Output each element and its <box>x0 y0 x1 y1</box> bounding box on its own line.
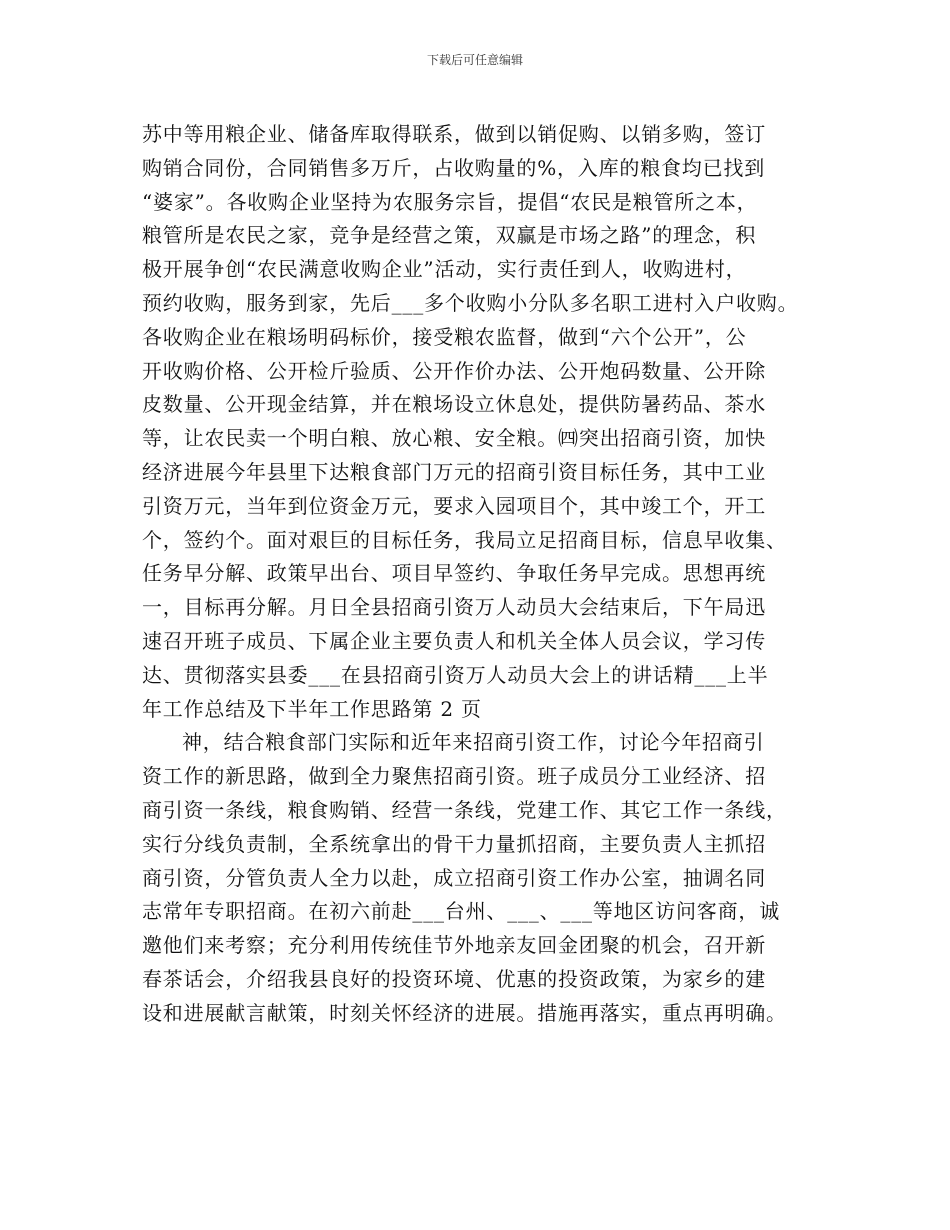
text-line: 引资万元，当年到位资金万元，要求入园项目个，其中竣工个，开工 <box>142 493 766 518</box>
text-line: 经济进展今年县里下达粮食部门万元的招商引资目标任务，其中工业 <box>142 459 766 484</box>
page-header: 下载后可任意编辑 <box>426 53 523 67</box>
text-line: 粮管所是农民之家，竞争是经营之策，双赢是市场之路”的理念，积 <box>142 223 757 248</box>
text-line: 速召开班子成员、下属企业主要负责人和机关全体人员会议，学习传 <box>142 628 766 653</box>
text-line: 任务早分解、政策早出台、项目早签约、争取任务早完成。思想再统 <box>142 561 766 586</box>
text-line: 设和进展献言献策，时刻关怀经济的进展。措施再落实，重点再明确。 <box>142 1000 787 1025</box>
text-line: 神，结合粮食部门实际和近年来招商引资工作，讨论今年招商引 <box>182 730 765 755</box>
text-line: 预约收购，服务到家，先后___多个收购小分队多名职工进村入户收购。 <box>142 290 799 315</box>
text-line: 资工作的新思路，做到全力聚焦招商引资。班子成员分工业经济、招 <box>142 764 766 789</box>
text-line: 邀他们来考察；充分利用传统佳节外地亲友回金团聚的机会，召开新 <box>142 933 766 958</box>
document-body <box>142 118 832 1031</box>
paragraph <box>142 726 832 1030</box>
text-line: 一，目标再分解。月日全县招商引资万人动员大会结束后，下午局迅 <box>142 595 766 620</box>
text-line: 皮数量、公开现金结算，并在粮场设立休息处，提供防暑药品、茶水 <box>142 392 766 417</box>
text-line: “婆家”。各收购企业坚持为农服务宗旨，提倡“农民是粮管所之本， <box>142 189 758 214</box>
text-line: 极开展争创“农民满意收购企业”活动，实行责任到人，收购进村， <box>142 257 747 282</box>
text-line: 商引资，分管负责人全力以赴，成立招商引资工作办公室，抽调名同 <box>142 865 766 890</box>
text-line: 苏中等用粮企业、储备库取得联系，做到以销促购、以销多购，签订 <box>142 122 766 146</box>
text-line: 年工作总结及下半年工作思路第 2 页 <box>142 696 482 721</box>
text-line: 春茶话会，介绍我县良好的投资环境、优惠的投资政策，为家乡的建 <box>142 966 766 991</box>
text-line: 个，签约个。面对艰巨的目标任务，我局立足招商目标，信息早收集、 <box>142 527 787 552</box>
text-line: 等，让农民卖一个明白粮、放心粮、安全粮。㈣突出招商引资，加快 <box>142 426 766 451</box>
text-line: 购销合同份，合同销售多万斤，占收购量的%，入库的粮食均已找到 <box>142 155 766 180</box>
text-line: 各收购企业在粮场明码标价，接受粮农监督，做到“六个公开”，公 <box>142 324 747 349</box>
text-line: 商引资一条线，粮食购销、经营一条线，党建工作、其它工作一条线， <box>142 797 787 822</box>
text-line: 开收购价格、公开检斤验质、公开作价办法、公开炮码数量、公开除 <box>142 358 766 383</box>
text-line: 达、贯彻落实县委___在县招商引资万人动员大会上的讲话精___上半 <box>142 662 769 687</box>
paragraph <box>142 118 832 726</box>
text-line: 实行分线负责制，全系统拿出的骨干力量抓招商，主要负责人主抓招 <box>142 831 766 856</box>
text-line: 志常年专职招商。在初六前赴___台州、___、___等地区访问客商，诚 <box>142 899 780 924</box>
